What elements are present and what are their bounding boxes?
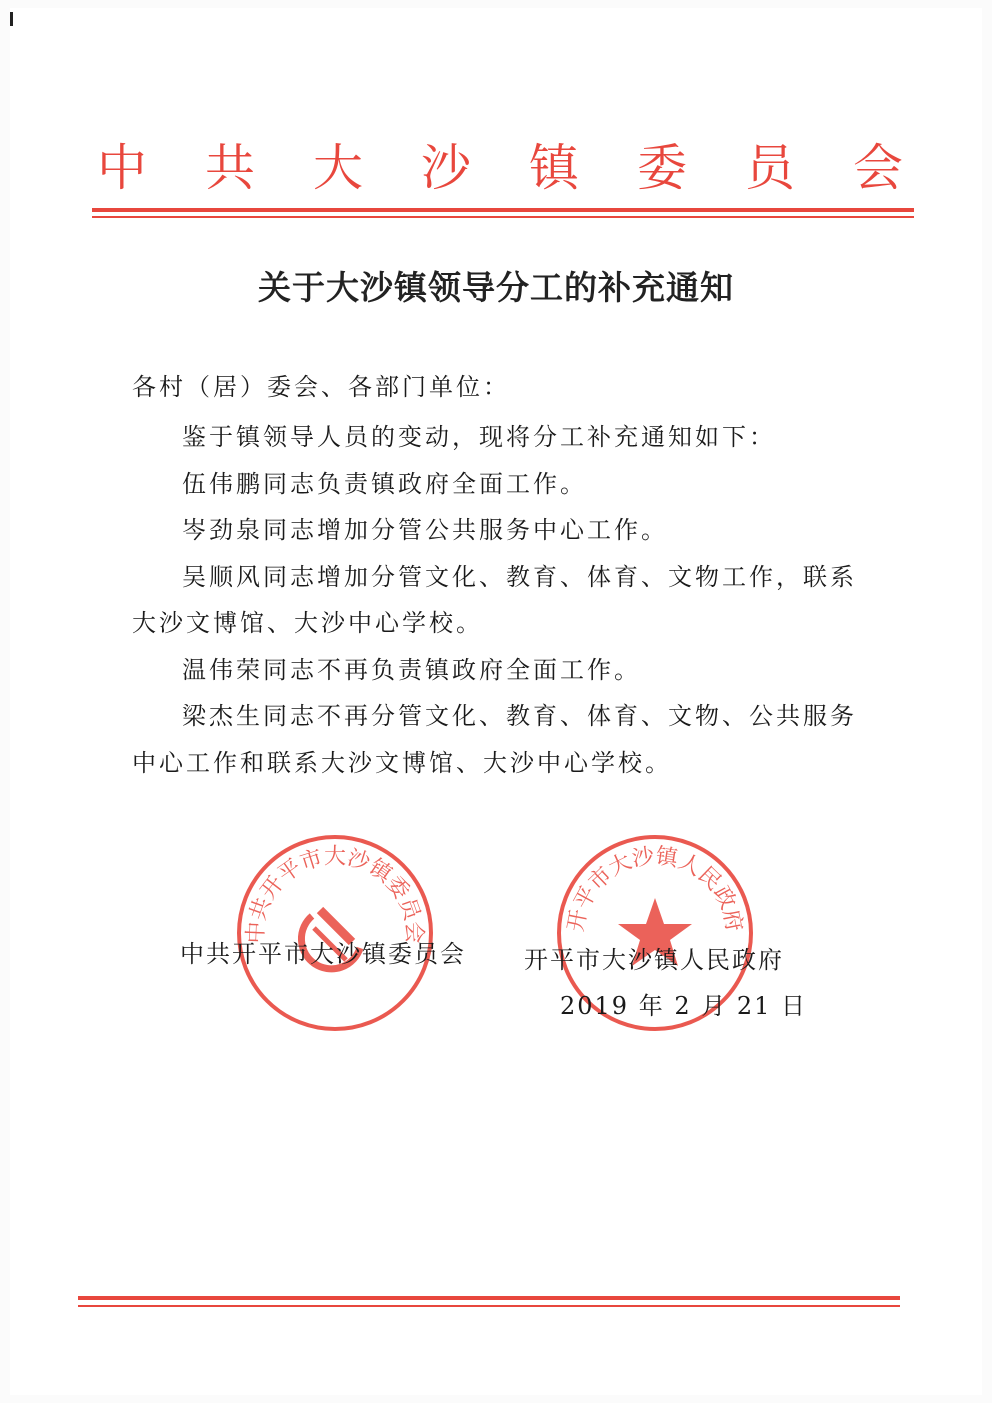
gov-seal-text: 开平市大沙镇人民政府: [563, 844, 747, 934]
issuer-char: 中: [97, 139, 147, 197]
body-paragraph: 温伟荣同志不再负责镇政府全面工作。: [182, 655, 641, 684]
issuer-char: 大: [313, 139, 363, 197]
issuer-char: 会: [853, 139, 903, 197]
party-seal-text: 中共开平市大沙镇委员会: [243, 844, 427, 945]
issuer-header: [90, 136, 910, 200]
issuer-char: 镇: [529, 139, 579, 197]
issuer-char: 共: [205, 139, 255, 197]
body-paragraph: 伍伟鹏同志负责镇政府全面工作。: [182, 469, 587, 498]
issuer-char: 委: [637, 139, 687, 197]
issuer-char: 员: [745, 139, 795, 197]
header-rule-thin: [92, 216, 914, 218]
party-seal: [234, 832, 436, 1034]
issue-date: 2019 年 2 月 21 日: [560, 992, 808, 1020]
party-committee-signature: 中共开平市大沙镇委员会: [180, 940, 466, 968]
scan-mark: [10, 12, 13, 26]
issuer-char: 沙: [421, 139, 471, 197]
document-body: [132, 414, 872, 786]
addressee: 各村（居）委会、各部门单位：: [132, 373, 510, 401]
footer-rule-thin: [78, 1305, 900, 1307]
body-paragraph: 鉴于镇领导人员的变动，现将分工补充通知如下：: [182, 423, 776, 451]
body-paragraph: 岑劲泉同志增加分管公共服务中心工作。: [182, 516, 668, 544]
document-title: 关于大沙镇领导分工的补充通知: [258, 268, 734, 307]
body-paragraph: 吴顺风同志增加分管文化、教育、体育、文物工作，联系大沙文博馆、大沙中心学校。: [132, 562, 857, 637]
footer-rule-thick: [78, 1296, 900, 1300]
government-signature: 开平市大沙镇人民政府: [524, 946, 784, 974]
header-rule-thick: [92, 208, 914, 212]
body-paragraph: 梁杰生同志不再分管文化、教育、体育、文物、公共服务中心工作和联系大沙文博馆、大沙中心学校。: [132, 702, 857, 777]
